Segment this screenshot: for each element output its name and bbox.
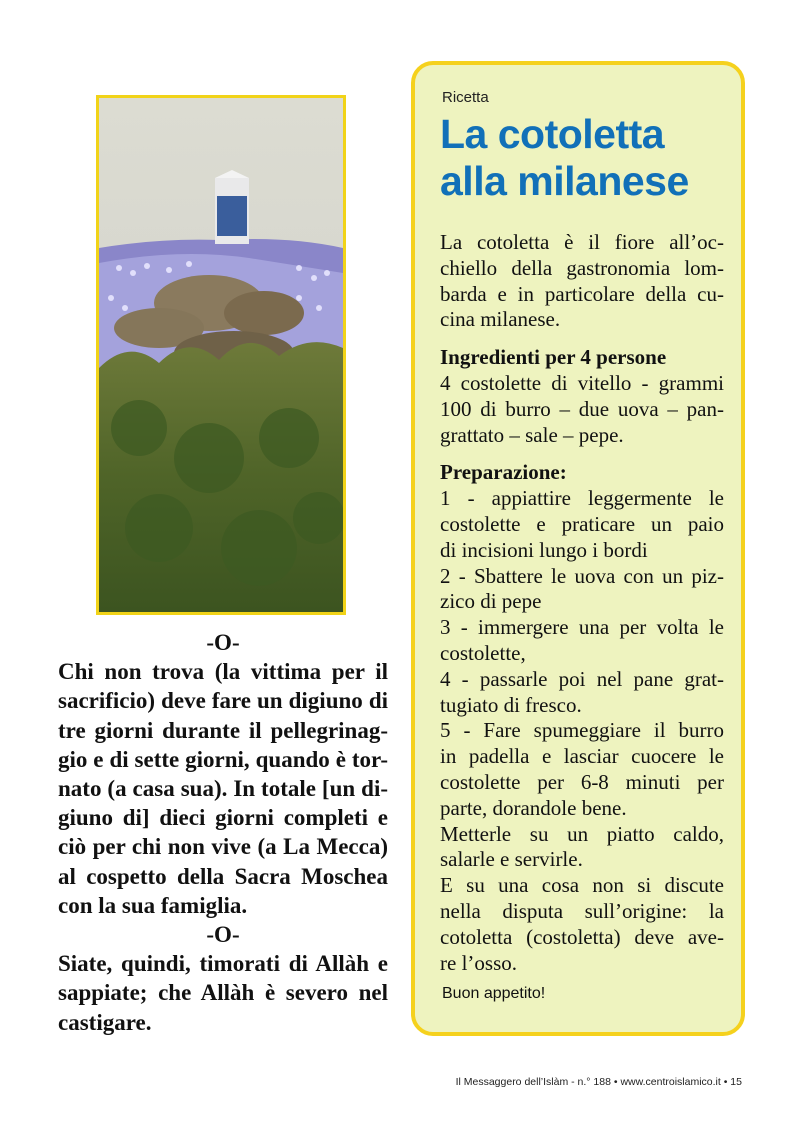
recipe-title-line: La cotoletta [440, 111, 665, 157]
text-line: costolette, [440, 640, 526, 665]
text-line: costolette per 6-8 minuti per [440, 769, 724, 794]
text-line: salarle e servirle. [440, 847, 583, 872]
text-line: 1 - appiattire leggermente le [440, 486, 724, 511]
recipe-box [411, 61, 745, 1036]
text-line: Chi non trova (la vittima per il [58, 659, 388, 685]
text-line: castigare. [58, 1009, 152, 1035]
text-line: 4 - passarle poi nel pane grat- [440, 666, 724, 691]
text-line: con la sua famiglia. [58, 892, 248, 918]
text-line: barda e in particolare della cu- [440, 281, 724, 306]
text-line: chiello della gastronomia lom- [440, 255, 724, 280]
text-line: cotoletta (costoletta) deve ave- [440, 924, 724, 949]
text-line: al cospetto della Sacra Moschea [58, 863, 388, 889]
paragraph-verse [58, 657, 388, 920]
recipe-title-line: alla milanese [440, 158, 689, 204]
text-line: E su una cosa non si discute [440, 873, 724, 898]
photo-illustration [99, 98, 343, 612]
text-line: re l’osso. [440, 950, 517, 975]
text-line: tre giorni durante il pellegrinag- [58, 717, 388, 743]
left-column-text [58, 628, 388, 1037]
text-line: zico di pepe [440, 589, 542, 614]
text-line: parte, dorandole bene. [440, 795, 627, 820]
text-line: cina milanese. [440, 307, 561, 332]
text-line: 100 di burro – due uova – pan- [440, 396, 724, 421]
text-line: 5 - Fare spumeggiare il burro [440, 718, 724, 743]
preparation-heading: Preparazione: [440, 460, 567, 485]
text-line: giuno di] dieci giorni completi e [58, 805, 388, 831]
text-line: di incisioni lungo i bordi [440, 537, 648, 562]
text-line: gio e di sette giorni, quando è tor- [58, 746, 388, 772]
pilgrimage-photo [96, 95, 346, 615]
text-line: in padella e lasciar cuocere le [440, 744, 724, 769]
recipe-kicker: Ricetta [442, 89, 489, 106]
text-line: Siate, quindi, timorati di Allàh e [58, 951, 388, 977]
paragraph-closing [58, 949, 388, 1037]
text-line: sappiate; che Allàh è severo nel [58, 980, 388, 1006]
text-line: 2 - Sbattere le uova con un piz- [440, 563, 724, 588]
text-line: nella disputa sull’origine: la [440, 898, 724, 923]
preparation-steps [440, 486, 724, 976]
page-footer: Il Messaggero dell’Islàm - n.° 188 • www.centroislamico.it • 15 [455, 1076, 742, 1088]
text-line: 4 costolette di vitello - grammi [440, 370, 724, 395]
recipe-intro [440, 230, 724, 333]
text-line: tugiato di fresco. [440, 692, 582, 717]
text-line: 3 - immergere una per volta le [440, 615, 724, 640]
text-line: grattato – sale – pepe. [440, 422, 624, 447]
recipe-signoff: Buon appetito! [442, 985, 546, 1002]
separator: -O- [206, 630, 240, 655]
recipe-title [440, 111, 689, 205]
recipe-body [440, 230, 724, 976]
ingredients-list [440, 371, 724, 448]
text-line: Metterle su un piatto caldo, [440, 821, 724, 846]
text-line: nato (a casa sua). In totale [un di- [58, 776, 388, 802]
separator: -O- [206, 922, 240, 948]
ingredients-heading: Ingredienti per 4 persone [440, 345, 667, 370]
text-line: costolette e praticare un paio [440, 511, 724, 536]
text-line: sacrificio) deve fare un digiuno di [58, 688, 388, 714]
text-line: La cotoletta è il fiore all’oc- [440, 230, 724, 254]
text-line: ciò per chi non vive (a La Mecca) [58, 834, 388, 860]
